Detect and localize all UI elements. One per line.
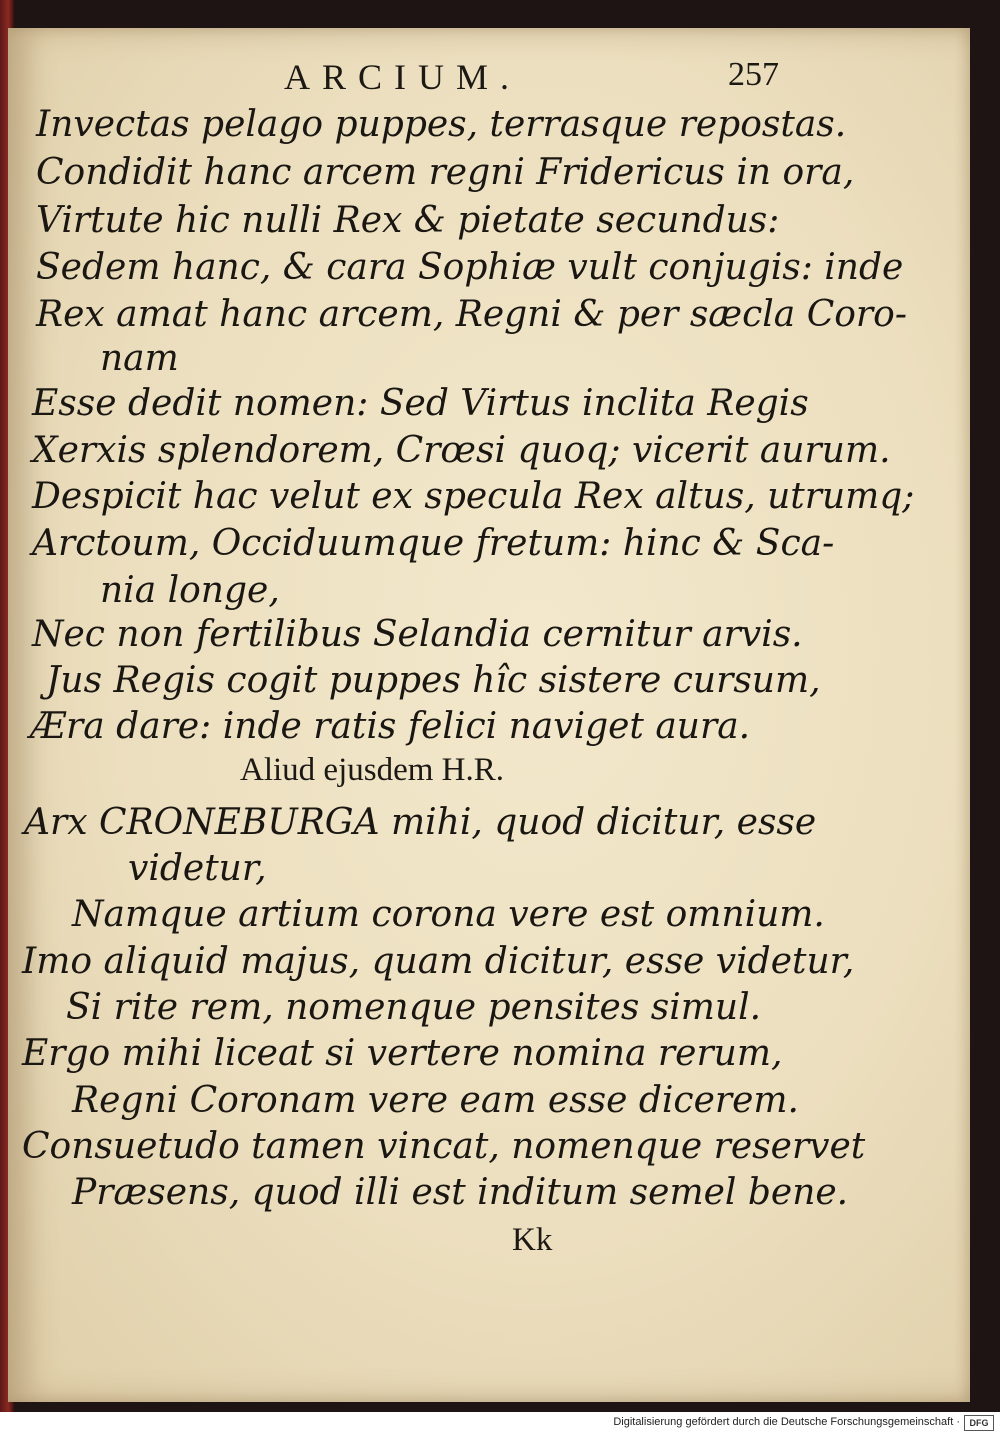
verse-line: Jus Regis cogit puppes hîc sistere cursum, (46, 660, 821, 701)
running-head: ARCIUM. (284, 57, 522, 97)
section-heading: Aliud ejusdem H.R. (240, 752, 504, 788)
footer-bar (0, 1412, 1000, 1434)
verse-line: nam (100, 338, 179, 379)
verse-line: Condidit hanc arcem regni Fridericus in ora, (36, 152, 855, 193)
verse-line: Sedem hanc, & cara Sophiæ vult conjugis: inde (36, 247, 904, 288)
verse-line: Virtute hic nulli Rex & pietate secundus: (36, 200, 780, 241)
verse-line: Rex amat hanc arcem, Regni & per sæcla Coro- (36, 294, 907, 335)
verse-line: Esse dedit nomen: Sed Virtus inclita Regis (32, 383, 809, 424)
page-number: 257 (728, 56, 779, 93)
verse-line: videtur, (128, 848, 267, 889)
verse-line: Nec non fertilibus Selandia cernitur arvis. (32, 614, 803, 655)
signature-mark: Kk (512, 1222, 553, 1258)
dfg-logo-icon: DFG (964, 1415, 994, 1431)
verse-line: Præsens, quod illi est inditum semel bene. (72, 1172, 849, 1213)
verse-line: Imo aliquid majus, quam dicitur, esse videtur, (22, 941, 855, 982)
page-header (280, 56, 780, 96)
verse-line: Regni Coronam vere eam esse dicerem. (72, 1080, 799, 1121)
verse-line: Invectas pelago puppes, terrasque repostas. (36, 104, 847, 145)
verse-line: Ergo mihi liceat si vertere nomina rerum, (22, 1033, 783, 1074)
footer-credit: Digitalisierung gefördert durch die Deutsche Forschungsgemeinschaft · (613, 1416, 960, 1428)
verse-line: Namque artium corona vere est omnium. (72, 894, 825, 935)
verse-line: Arx CRONEBURGA mihi, quod dicitur, esse (24, 802, 817, 843)
verse-line: Æra dare: inde ratis felici naviget aura. (30, 706, 751, 747)
verse-line: Arctoum, Occiduumque fretum: hinc & Sca- (32, 523, 835, 564)
verse-line: nia longe, (100, 570, 280, 611)
verse-line: Xerxis splendorem, Crœsi quoq; vicerit aurum. (32, 430, 891, 471)
verse-line: Si rite rem, nomenque pensites simul. (66, 987, 762, 1028)
verse-line: Consuetudo tamen vincat, nomenque reservet (22, 1126, 866, 1167)
verse-line: Despicit hac velut ex specula Rex altus, utrumq; (32, 476, 915, 517)
